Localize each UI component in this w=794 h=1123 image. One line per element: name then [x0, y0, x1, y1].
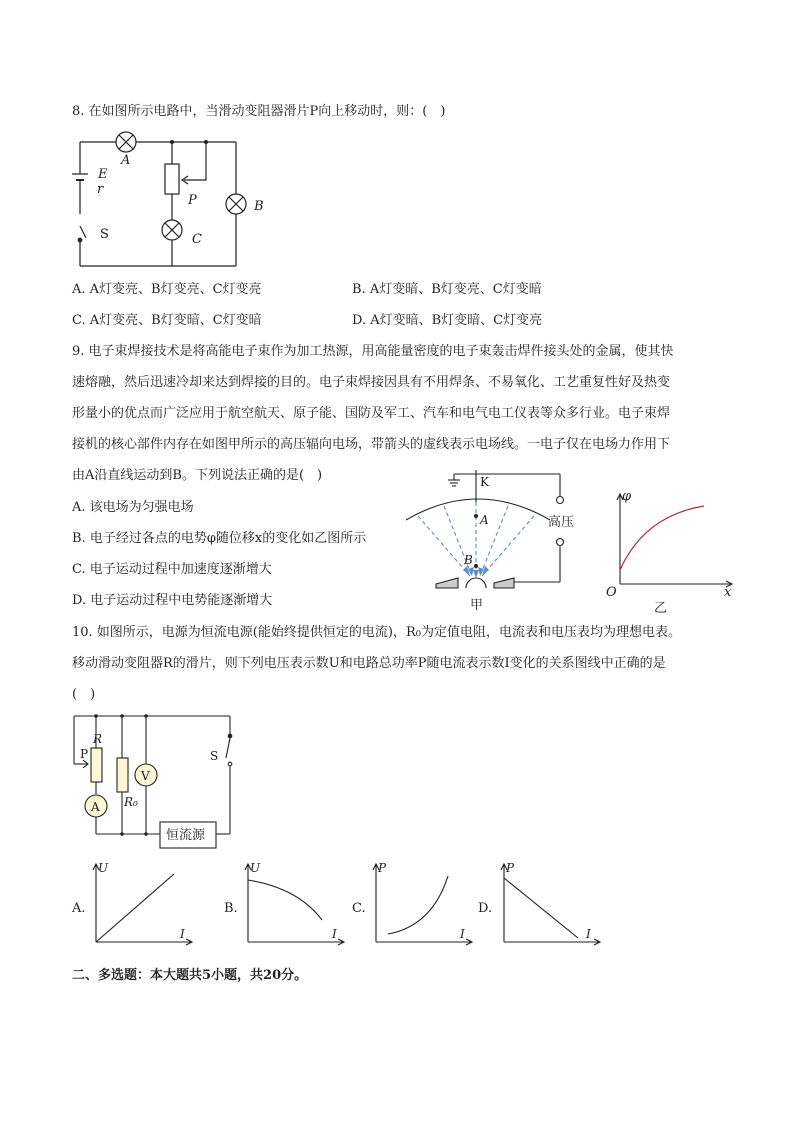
- q9-label-high-voltage: 高压: [548, 515, 575, 530]
- q10-voltmeter-V: V: [141, 769, 150, 783]
- q9-option-a: A. 该电场为匀强电场: [72, 500, 194, 515]
- q10-label-R: R: [93, 732, 103, 746]
- q9-stem-line-2: 速熔融，然后迅速冷却来达到焊接的目的。电子束焊接因具有不用焊条、不易氧化、工艺重复性好及热变: [72, 375, 671, 390]
- q10-option-b-label: B.: [224, 901, 238, 916]
- q10-graph-a: [86, 858, 198, 950]
- q10-graph-c-y-axis: P: [378, 861, 387, 875]
- q9-label-A: A: [480, 513, 489, 527]
- q8-label-r: r: [97, 182, 104, 197]
- q8-option-c: C. A灯变亮、B灯变暗、C灯变暗: [72, 313, 262, 328]
- q9-figure-yi: [604, 488, 738, 614]
- q9-label-B: B: [464, 553, 473, 567]
- q8-label-E: E: [98, 167, 108, 182]
- q10-option-d-label: D.: [478, 901, 493, 916]
- q9-label-K: K: [480, 475, 489, 489]
- q10-label-R0: R₀: [124, 795, 138, 809]
- q10-option-a-label: A.: [72, 901, 86, 916]
- q8-circuit-diagram: [68, 130, 278, 275]
- q8-label-C: C: [192, 232, 202, 247]
- q9-option-b: B. 电子经过各点的电势φ随位移x的变化如乙图所示: [72, 531, 367, 546]
- q10-stem-line-1: 10. 如图所示，电源为恒流电源(能始终提供恒定的电流)，R₀为定值电阻，电流表和电压表均为理想电表。: [72, 625, 681, 640]
- q10-graph-b-x-axis: I: [332, 927, 337, 941]
- q9-caption-jia: 甲: [470, 598, 484, 613]
- q9-caption-yi: 乙: [654, 601, 668, 614]
- q10-option-c-label: C.: [352, 901, 366, 916]
- q9-stem-line-4: 接机的核心部件内存在如图甲所示的高压辐向电场，带箭头的虚线表示电场线。一电子仅在电场力作用下: [72, 437, 671, 452]
- q8-label-S: S: [100, 227, 109, 242]
- q10-stem-line-3: ( ): [72, 687, 96, 702]
- q9-stem-line-1: 9. 电子束焊接技术是将高能电子束作为加工热源，用高能量密度的电子束轰击焊件接头处的金属，使其快: [72, 344, 674, 359]
- q8-label-B: B: [254, 199, 264, 214]
- q9-option-d: D. 电子运动过程中电势能逐渐增大: [72, 593, 273, 608]
- q10-label-S: S: [210, 749, 219, 763]
- q10-circuit-diagram: [66, 708, 246, 856]
- q10-graph-a-y-axis: U: [98, 861, 109, 875]
- q10-graph-d-x-axis: I: [586, 927, 591, 941]
- q10-graph-c-x-axis: I: [460, 927, 465, 941]
- q10-graph-b: [238, 858, 350, 950]
- q10-graph-b-y-axis: U: [250, 861, 261, 875]
- q9-yi-origin: O: [606, 585, 617, 600]
- q10-label-P: P: [80, 747, 89, 761]
- q9-stem-line-5: 由A沿直线运动到B。下列说法正确的是( ): [72, 468, 323, 483]
- q8-option-a: A. A灯变亮、B灯变亮、C灯变亮: [72, 282, 262, 297]
- q9-yi-x-axis: x: [724, 585, 732, 600]
- q8-option-d: D. A灯变暗、B灯变暗、C灯变亮: [352, 313, 543, 328]
- q8-option-b: B. A灯变暗、B灯变亮、C灯变暗: [352, 282, 542, 297]
- q10-graph-d-y-axis: P: [506, 861, 515, 875]
- q10-constant-current-source: 恒流源: [166, 828, 206, 843]
- q8-stem: 8. 在如图所示电路中，当滑动变阻器滑片P向上移动时，则：( ): [72, 104, 446, 119]
- q9-option-c: C. 电子运动过程中加速度逐渐增大: [72, 562, 272, 577]
- q10-graph-a-x-axis: I: [180, 927, 185, 941]
- q10-stem-line-2: 移动滑动变阻器R的滑片，则下列电压表示数U和电路总功率P随电流表示数I变化的关系图线中正确的是: [72, 656, 666, 671]
- q10-graph-d: [494, 858, 606, 950]
- q9-stem-line-3: 形量小的优点而广泛应用于航空航天、原子能、国防及军工、汽车和电气电工仪表等众多行业。电子束焊: [72, 406, 671, 421]
- q8-label-P: P: [188, 193, 197, 208]
- q8-label-A: A: [121, 153, 131, 168]
- q9-figure-jia: [398, 466, 600, 616]
- q10-graph-c: [366, 858, 478, 950]
- section-2-heading: 二、多选题：本大题共5小题，共20分。: [72, 968, 308, 983]
- q10-ammeter-A: A: [91, 800, 100, 814]
- q9-yi-y-axis: φ: [622, 489, 632, 504]
